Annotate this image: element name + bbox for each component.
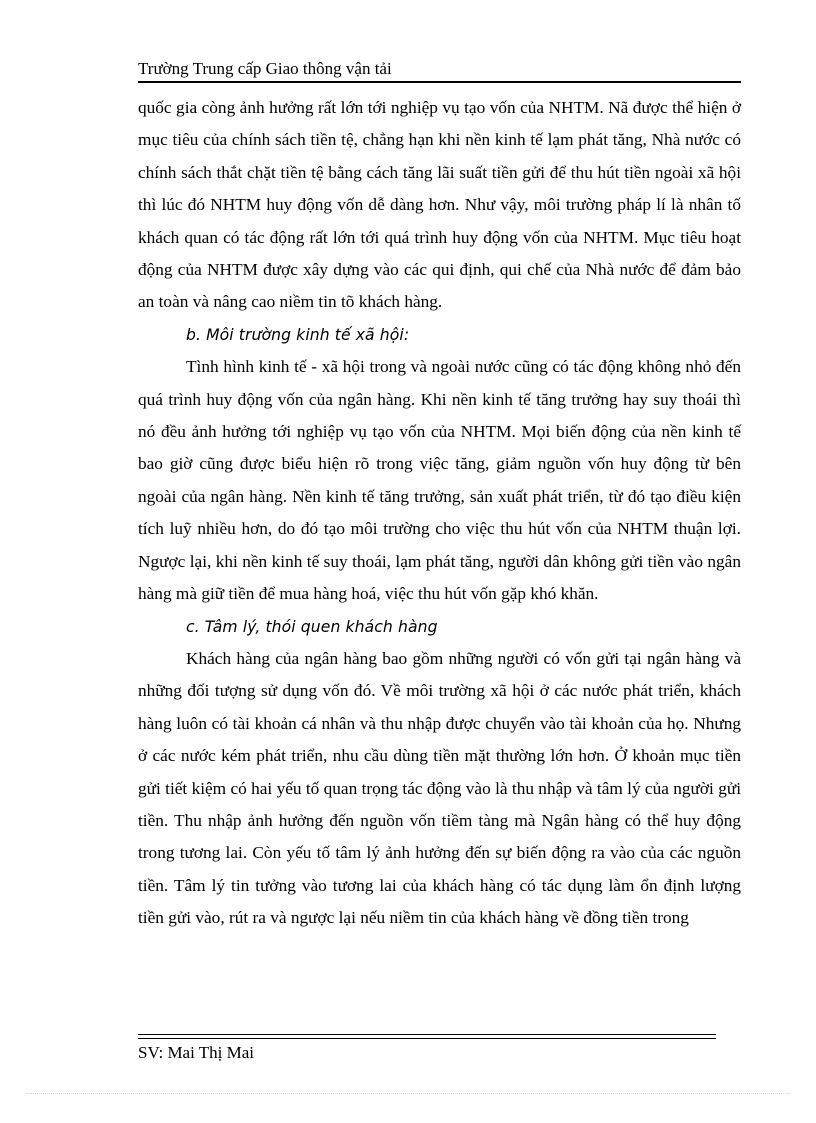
page-header-title: Trường Trung cấp Giao thông vận tải [138, 59, 392, 78]
paragraph-legal-environment: quốc gia còng ảnh hưởng rất lớn tới nghiệp vụ tạo vốn của NHTM. Nã được thể hiện ở mục tiêu của chính sách tiền tệ, chẳng hạn khi nền kinh tế lạm phát tăng, Nhà nước có chính sách thắt chặt tiền tệ bằng cách tăng lãi suất tiền gửi để thu hút tiền ngoài xã hội thì lúc đó NHTM huy động vốn dễ dàng hơn. Như vậy, môi trường pháp lí là nhân tố khách quan có tác động rất lớn tới quá trình huy động vốn của NHTM. Mục tiêu hoạt động của NHTM được xây dựng vào các qui định, qui chế của Nhà nước để đảm bảo an toàn và nâng cao niềm tin tõ khách hàng. [138, 98, 741, 312]
subheading-customer-psychology: c. Tâm lý, thói quen khách hàng [186, 617, 438, 636]
paragraph-economic-environment: Tình hình kinh tế - xã hội trong và ngoài nước cũng có tác động không nhỏ đến quá trình huy động vốn của ngân hàng. Khi nền kinh tế tăng trưởng hay suy thoái thì nó đều ảnh hưởng tới nghiệp vụ tạo vốn của NHTM. Mọi biến động của nền kinh tế bao giờ cũng được biểu hiện rõ trong việc tăng, giảm nguồn vốn huy động từ bên ngoài của ngân hàng. Nền kinh tế tăng trưởng, sản xuất phát triển, từ đó tạo điều kiện tích luỹ nhiều hơn, do đó tạo môi trường cho việc thu hút vốn của NHTM thuận lợi. Ngược lại, khi nền kinh tế suy thoái, lạm phát tăng, người dân không gửi tiền vào ngân hàng mà giữ tiền để mua hàng hoá, việc thu hút vốn gặp khó khăn. [138, 357, 741, 604]
page-footer-student: SV: Mai Thị Mai [138, 1043, 255, 1062]
header-divider [138, 81, 741, 83]
paragraph-customer-psychology: Khách hàng của ngân hàng bao gồm những người có vốn gửi tại ngân hàng và những đối tượng sử dụng vốn đó. Về môi trường xã hội ở các nước phát triển, khách hàng luôn có tài khoản cá nhân và thu nhập được chuyển vào tài khoản của họ. Nhưng ở các nước kém phát triển, nhu cầu dùng tiền mặt thường lớn hơn. Ở khoản mục tiền gửi tiết kiệm có hai yếu tố quan trọng tác động vào là thu nhập và tâm lý của người gửi tiền. Thu nhập ảnh hưởng đến nguồn vốn tiềm tàng mà Ngân hàng có thể huy động trong tương lai. Còn yếu tố tâm lý ảnh hưởng đến sự biến động ra vào của các nguồn tiền. Tâm lý tin tưởng vào tương lai của khách hàng có tác dụng làm ổn định lượng tiền gửi vào, rút ra và ngược lại nếu niềm tin của khách hàng về đồng tiền trong [138, 648, 741, 928]
page-edge-divider [26, 1093, 790, 1094]
document-body [138, 92, 741, 935]
subheading-economic-environment: b. Môi trường kinh tế xã hội: [186, 325, 410, 344]
footer-divider [138, 1034, 716, 1039]
